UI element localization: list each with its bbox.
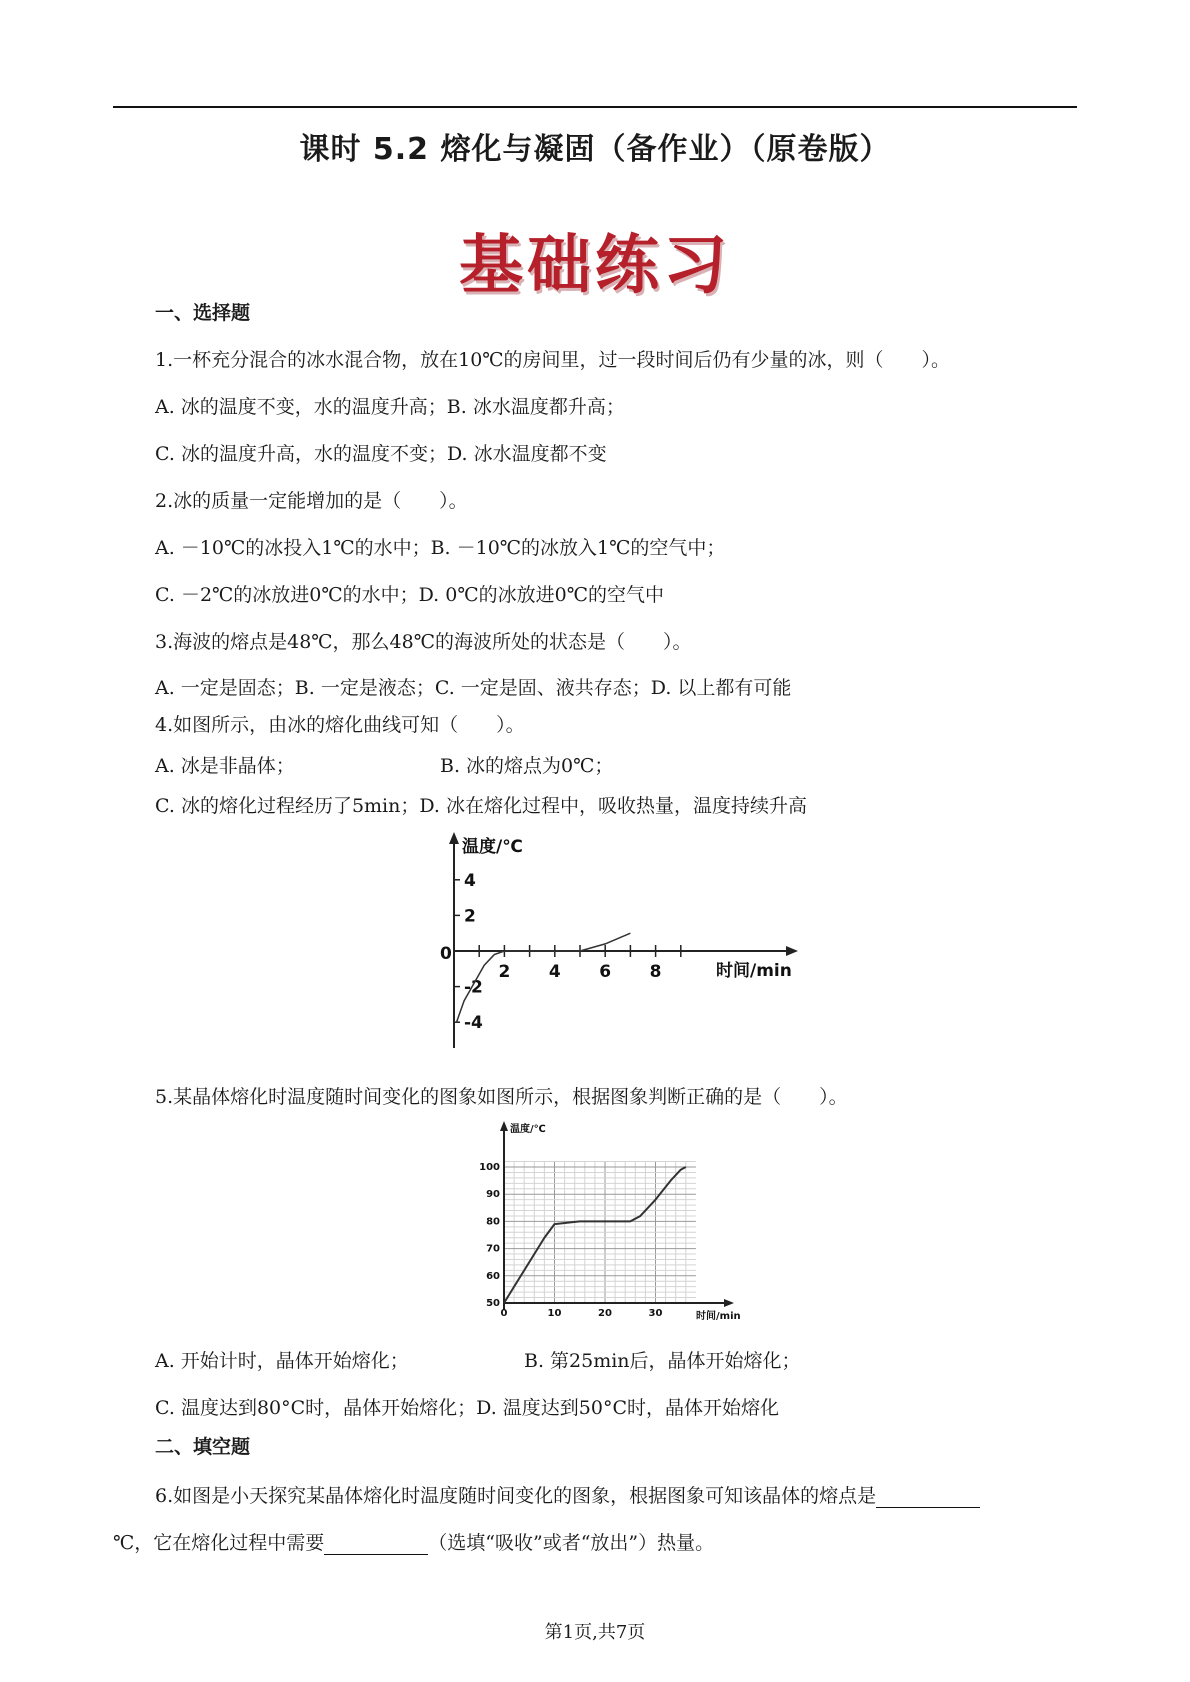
chart1-x-tick-label: 8 [649,962,662,982]
chart1-x-arrow [786,946,798,956]
chart2-y-tick-label: 50 [486,1298,500,1309]
q6-stem-line1 [155,1481,980,1508]
chart1-y-tick-label: -4 [464,1013,483,1034]
q1-stem: 1.一杯充分混合的冰水混合物，放在10℃的房间里，过一段时间后仍有少量的冰，则（ ）。 [155,349,951,371]
chart2-y-arrow [500,1121,508,1131]
chart1-x-tick-label: 2 [498,962,511,982]
chart2-x-tick-label: 20 [598,1308,612,1319]
page-title: 课时 5.2 熔化与凝固（备作业）（原卷版） [299,132,891,167]
q3-stem: 3.海波的熔点是48℃，那么48℃的海波所处的状态是（ ）。 [155,631,692,653]
q5-stem: 5.某晶体熔化时温度随时间变化的图象如图所示，根据图象判断正确的是（ ）。 [155,1086,848,1108]
chart2-x-tick-label: 30 [648,1308,663,1319]
q4-option-a: A. 冰是非晶体； [155,755,295,777]
chart2-xlabel: 时间/min [696,1311,741,1322]
ice-melting-chart [440,830,820,1060]
chart1-y-tick-label: -2 [464,977,483,998]
q2-options-cd: C. －2℃的冰放进0℃的水中；D. 0℃的冰放进0℃的空气中 [155,584,664,606]
section-heading-fill: 二、填空题 [155,1436,251,1458]
q6-stem-part1: 6.如图是小天探究某晶体熔化时温度随时间变化的图象，根据图象可知该晶体的熔点是 [155,1485,877,1507]
chart2-ylabel: 温度/℃ [510,1124,546,1135]
chart2-y-tick-label: 70 [486,1243,500,1255]
chart2-y-tick-label: 80 [486,1216,500,1228]
chart1-y-arrow [449,832,459,844]
chart2-x-tick-label: 0 [500,1308,508,1319]
q6-blank-heat[interactable] [324,1534,428,1555]
chart2-y-tick-label: 100 [479,1162,500,1173]
chart2-x-tick-label: 10 [547,1308,562,1319]
q5-options-cd: C. 温度达到80°C时，晶体开始熔化；D. 温度达到50°C时，晶体开始熔化 [155,1397,780,1419]
q6-stem-part2a: ℃，它在熔化过程中需要 [113,1532,325,1554]
chart1-x-tick-label: 4 [548,962,561,982]
crystal-melting-chart [478,1118,748,1323]
chart1-ylabel: 温度/℃ [462,837,523,857]
chart2-x-arrow [724,1299,734,1307]
q4-stem: 4.如图所示，由冰的熔化曲线可知（ ）。 [155,714,525,736]
q6-stem-part2b: （选填“吸收”或者“放出”）热量。 [428,1532,715,1554]
chart1-origin-label: 0 [440,944,452,964]
q4-option-b: B. 冰的熔点为0℃； [440,755,614,777]
q1-options-ab: A. 冰的温度不变，水的温度升高；B. 冰水温度都升高； [155,396,625,418]
section-heading-choice: 一、选择题 [155,302,251,324]
chart1-y-tick-label: 4 [464,870,476,891]
chart1-xlabel: 时间/min [716,961,792,981]
chart2-y-tick-label: 60 [486,1270,500,1282]
q4-options-cd: C. 冰的熔化过程经历了5min；D. 冰在熔化过程中，吸收热量，温度持续升高 [155,795,807,817]
q3-options: A. 一定是固态；B. 一定是液态；C. 一定是固、液共存态；D. 以上都有可能 [155,677,792,699]
chart2-y-tick-label: 90 [486,1189,500,1201]
q6-stem-line2 [113,1528,714,1555]
q6-blank-melting-point[interactable] [876,1487,980,1508]
q5-option-b: B. 第25min后，晶体开始熔化； [524,1350,801,1372]
chart1-x-tick-label: 6 [599,962,612,982]
chart1-y-tick-label: 2 [464,906,476,927]
q1-options-cd: C. 冰的温度升高，水的温度不变；D. 冰水温度都不变 [155,443,607,465]
q5-option-a: A. 开始计时，晶体开始熔化； [155,1350,409,1372]
section-banner: 基础练习 [459,228,731,303]
page-number: 第1页,共7页 [544,1622,646,1643]
header-rule [113,106,1077,108]
q2-stem: 2.冰的质量一定能增加的是（ ）。 [155,490,468,512]
q2-options-ab: A. －10℃的冰投入1℃的水中；B. －10℃的冰放入1℃的空气中； [155,537,726,559]
